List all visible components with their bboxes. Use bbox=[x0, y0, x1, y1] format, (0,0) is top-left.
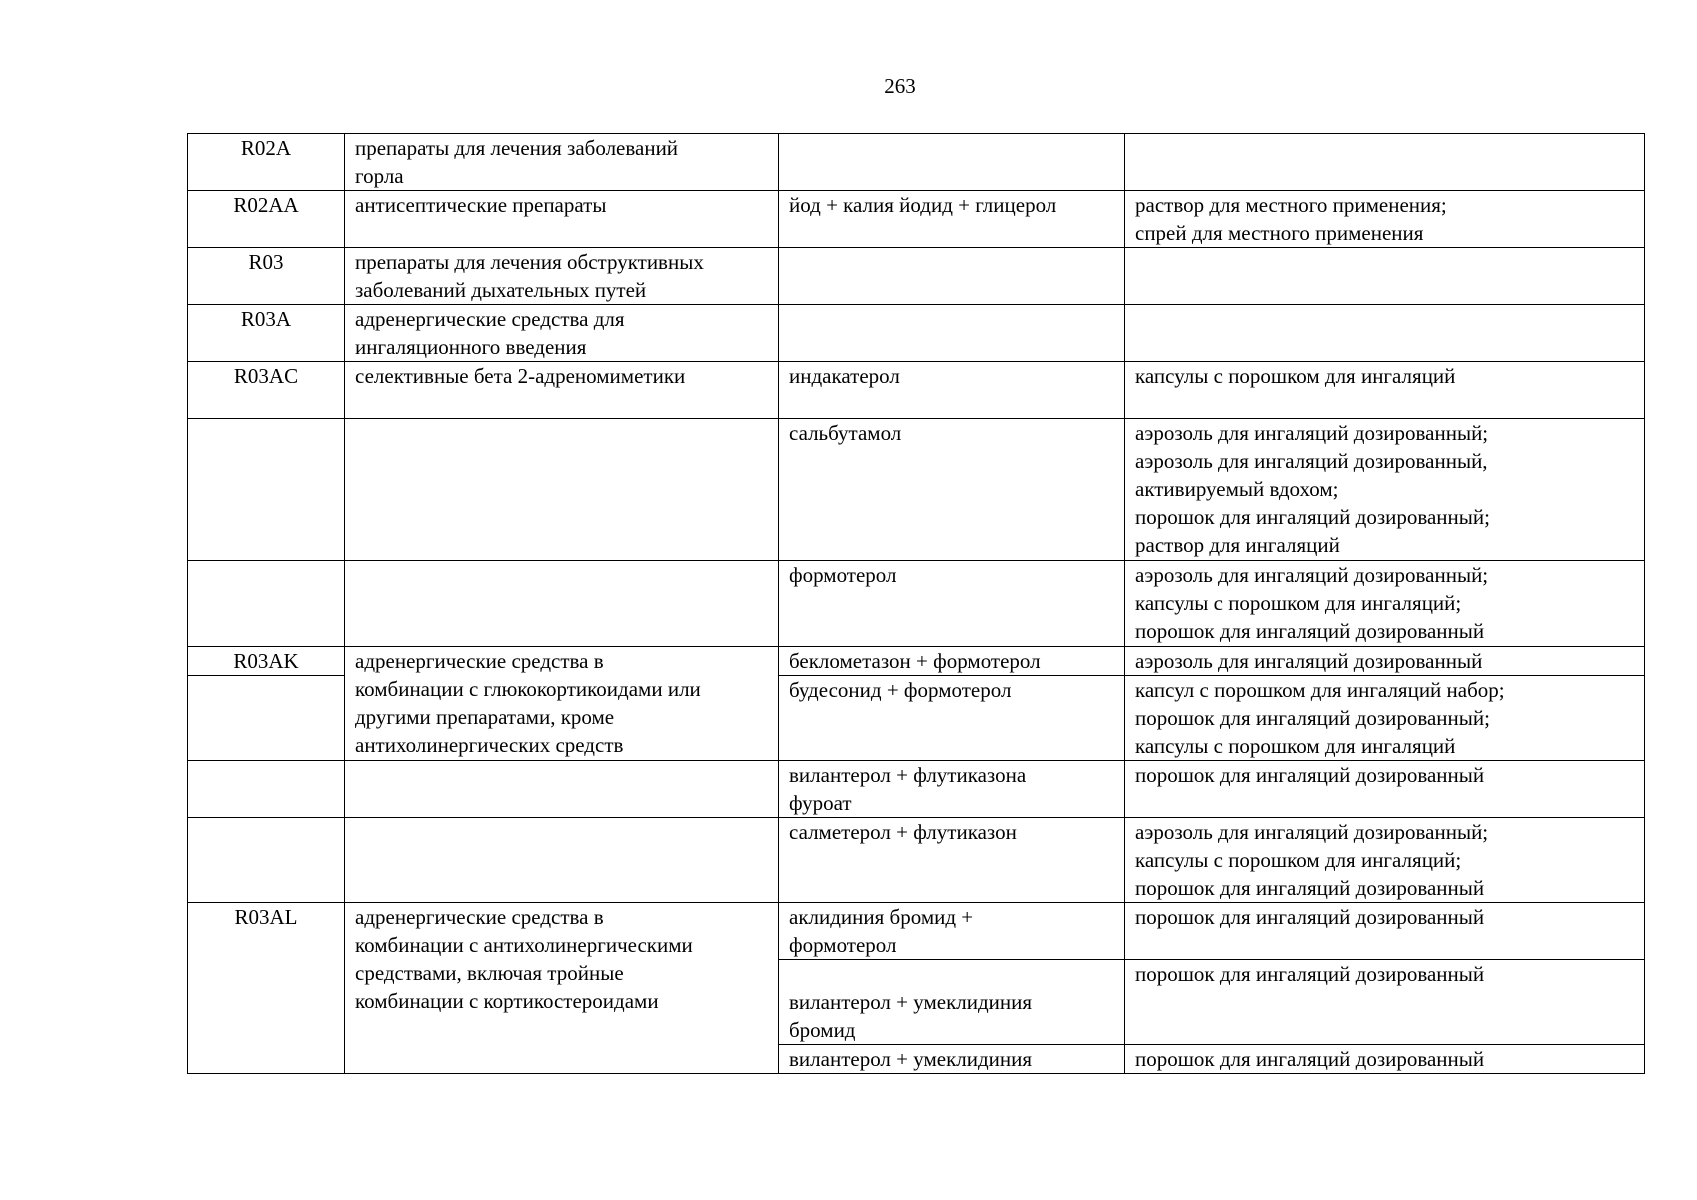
group-cell bbox=[345, 362, 779, 419]
drug-cell bbox=[779, 1045, 1125, 1074]
dosage-form: спрей для местного применения bbox=[1135, 221, 1424, 245]
drug-cell bbox=[779, 818, 1125, 903]
group-text: заболеваний дыхательных путей bbox=[355, 278, 647, 302]
dosage-form: порошок для ингаляций дозированный bbox=[1135, 876, 1485, 900]
group-text: комбинации с антихолинергическими bbox=[355, 933, 693, 957]
dosage-form: аэрозоль для ингаляций дозированный bbox=[1135, 649, 1483, 673]
dosage-form: капсулы с порошком для ингаляций bbox=[1135, 734, 1456, 758]
atc-code: R03AL bbox=[234, 905, 298, 929]
atc-code-cell bbox=[188, 134, 345, 191]
drug-cell bbox=[779, 647, 1125, 676]
dosage-form: капсулы с порошком для ингаляций; bbox=[1135, 848, 1462, 872]
table-row bbox=[188, 561, 1645, 647]
atc-code-cell bbox=[188, 362, 345, 419]
group-text: адренергические средства в bbox=[355, 649, 604, 673]
drug-cell bbox=[779, 676, 1125, 761]
group-cell bbox=[345, 419, 779, 561]
dosage-form: капсул с порошком для ингаляций набор; bbox=[1135, 678, 1505, 702]
atc-code-cell bbox=[188, 903, 345, 1074]
dosage-form: аэрозоль для ингаляций дозированный, bbox=[1135, 449, 1488, 473]
atc-code-cell bbox=[188, 248, 345, 305]
drug-name: формотерол bbox=[789, 563, 897, 587]
atc-code: R03 bbox=[248, 250, 284, 274]
table-row bbox=[188, 191, 1645, 248]
group-text: адренергические средства для bbox=[355, 307, 625, 331]
group-cell bbox=[345, 561, 779, 647]
form-cell bbox=[1125, 305, 1645, 362]
form-cell bbox=[1125, 1045, 1645, 1074]
group-text: препараты для лечения обструктивных bbox=[355, 250, 704, 274]
drug-cell bbox=[779, 960, 1125, 1045]
form-cell bbox=[1125, 191, 1645, 248]
drug-name: индакатерол bbox=[789, 364, 900, 388]
group-cell bbox=[345, 134, 779, 191]
drug-cell bbox=[779, 761, 1125, 818]
drug-cell bbox=[779, 191, 1125, 248]
table-row bbox=[188, 134, 1645, 191]
dosage-form: порошок для ингаляций дозированный bbox=[1135, 619, 1485, 643]
form-cell bbox=[1125, 676, 1645, 761]
atc-code-cell bbox=[188, 561, 345, 647]
table-row bbox=[188, 419, 1645, 561]
group-text: другими препаратами, кроме bbox=[355, 705, 615, 729]
dosage-form: порошок для ингаляций дозированный bbox=[1135, 905, 1485, 929]
atc-code: R03AK bbox=[233, 649, 299, 673]
form-cell bbox=[1125, 419, 1645, 561]
drug-name: беклометазон + формотерол bbox=[789, 649, 1041, 673]
dosage-form: раствор для местного применения; bbox=[1135, 193, 1447, 217]
dosage-form: аэрозоль для ингаляций дозированный; bbox=[1135, 820, 1489, 844]
atc-code-cell bbox=[188, 647, 345, 676]
table-row bbox=[188, 248, 1645, 305]
atc-code: R03A bbox=[240, 307, 292, 331]
dosage-form: капсулы с порошком для ингаляций bbox=[1135, 364, 1456, 388]
group-text: антисептические препараты bbox=[355, 193, 607, 217]
group-cell bbox=[345, 248, 779, 305]
group-text: комбинации с кортикостероидами bbox=[355, 989, 659, 1013]
atc-code: R02A bbox=[240, 136, 292, 160]
drug-name: вилантерол + флутиказона bbox=[789, 763, 1027, 787]
group-text: средствами, включая тройные bbox=[355, 961, 624, 985]
page-number: 263 bbox=[884, 74, 916, 98]
table-row bbox=[188, 761, 1645, 818]
group-cell bbox=[345, 761, 779, 818]
table-row bbox=[188, 362, 1645, 419]
form-cell bbox=[1125, 561, 1645, 647]
atc-code: R03AC bbox=[233, 364, 299, 388]
drug-cell bbox=[779, 248, 1125, 305]
drug-cell bbox=[779, 305, 1125, 362]
atc-code-cell bbox=[188, 305, 345, 362]
drug-name: сальбутамол bbox=[789, 421, 902, 445]
form-cell bbox=[1125, 134, 1645, 191]
atc-code: R02AA bbox=[233, 193, 299, 217]
drug-name: фуроат bbox=[789, 791, 852, 815]
dosage-form: капсулы с порошком для ингаляций; bbox=[1135, 591, 1462, 615]
drug-name: вилантерол + умеклидиния bbox=[789, 1047, 1033, 1071]
form-cell bbox=[1125, 248, 1645, 305]
form-cell bbox=[1125, 818, 1645, 903]
group-text: комбинации с глюкокортикоидами или bbox=[355, 677, 701, 701]
drug-cell bbox=[779, 903, 1125, 960]
table-row bbox=[188, 818, 1645, 903]
group-text: селективные бета 2-адреномиметики bbox=[355, 364, 686, 388]
dosage-form: раствор для ингаляций bbox=[1135, 533, 1340, 557]
drug-name: бромид bbox=[789, 1018, 856, 1042]
group-text: антихолинергических средств bbox=[355, 733, 624, 757]
dosage-form: аэрозоль для ингаляций дозированный; bbox=[1135, 421, 1489, 445]
dosage-form: аэрозоль для ингаляций дозированный; bbox=[1135, 563, 1489, 587]
drug-cell bbox=[779, 561, 1125, 647]
group-cell bbox=[345, 191, 779, 248]
form-cell bbox=[1125, 362, 1645, 419]
drug-name: йод + калия йодид + глицерол bbox=[789, 193, 1057, 217]
dosage-form: порошок для ингаляций дозированный; bbox=[1135, 505, 1490, 529]
atc-code-cell bbox=[188, 191, 345, 248]
atc-code-cell bbox=[188, 676, 345, 761]
dosage-form: активируемый вдохом; bbox=[1135, 477, 1339, 501]
drug-name: формотерол bbox=[789, 933, 897, 957]
dosage-form: порошок для ингаляций дозированный bbox=[1135, 763, 1485, 787]
drug-cell bbox=[779, 362, 1125, 419]
table-row bbox=[188, 305, 1645, 362]
group-cell bbox=[345, 305, 779, 362]
atc-code-cell bbox=[188, 419, 345, 561]
group-cell bbox=[345, 647, 779, 761]
form-cell bbox=[1125, 960, 1645, 1045]
dosage-form: порошок для ингаляций дозированный bbox=[1135, 962, 1485, 986]
group-text: адренергические средства в bbox=[355, 905, 604, 929]
group-text: горла bbox=[355, 164, 404, 188]
group-cell bbox=[345, 818, 779, 903]
drug-cell bbox=[779, 419, 1125, 561]
drug-name: вилантерол + умеклидиния bbox=[789, 990, 1033, 1014]
dosage-form: порошок для ингаляций дозированный bbox=[1135, 1047, 1485, 1071]
table-row bbox=[188, 647, 1645, 676]
group-text: препараты для лечения заболеваний bbox=[355, 136, 679, 160]
group-text: ингаляционного введения bbox=[355, 335, 587, 359]
drug-cell bbox=[779, 134, 1125, 191]
dosage-form: порошок для ингаляций дозированный; bbox=[1135, 706, 1490, 730]
form-cell bbox=[1125, 647, 1645, 676]
group-cell bbox=[345, 903, 779, 1074]
atc-code-cell bbox=[188, 761, 345, 818]
form-cell bbox=[1125, 761, 1645, 818]
drug-name: будесонид + формотерол bbox=[789, 678, 1012, 702]
atc-code-cell bbox=[188, 818, 345, 903]
form-cell bbox=[1125, 903, 1645, 960]
drug-name: салметерол + флутиказон bbox=[789, 820, 1017, 844]
drug-table bbox=[187, 133, 1645, 1074]
table-row bbox=[188, 903, 1645, 960]
drug-name: аклидиния бромид + bbox=[789, 905, 974, 929]
